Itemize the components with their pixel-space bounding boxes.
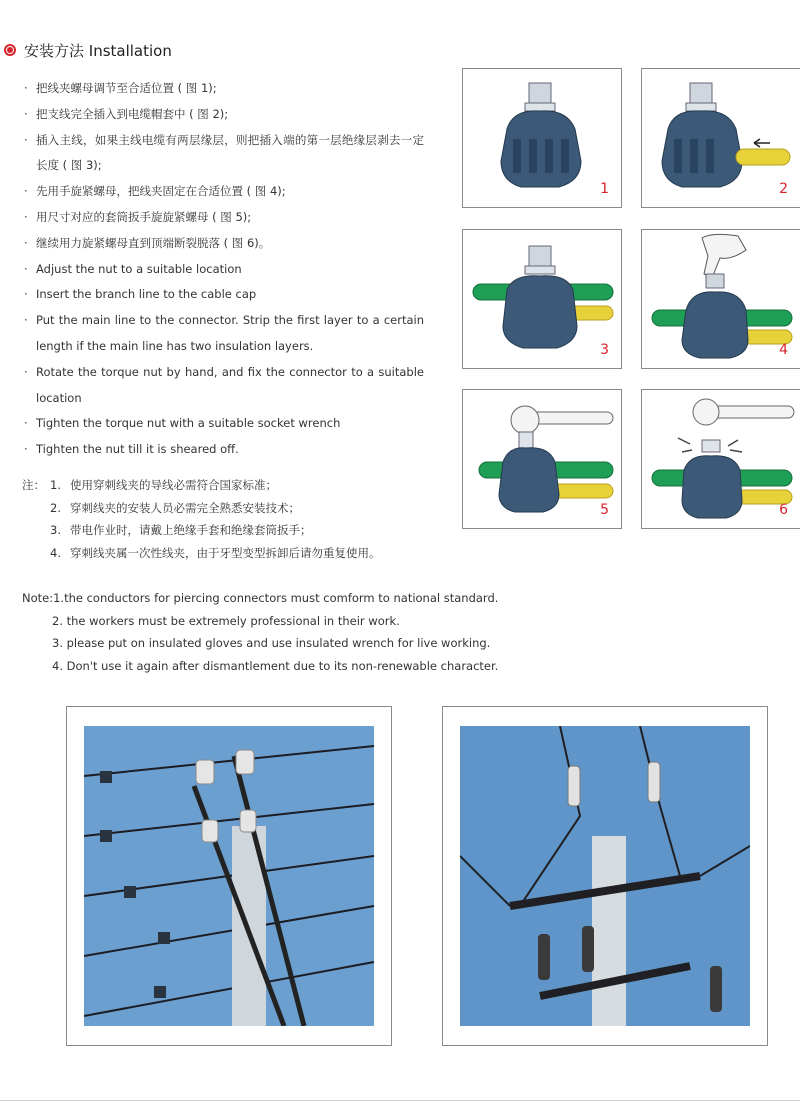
- connector-mainline-icon: [463, 230, 621, 368]
- note-label: 注：: [22, 478, 45, 492]
- figure-number: 5: [600, 502, 609, 518]
- note-row: 2. 穿刺线夹的安装人员必需完全熟悉安装技术；: [50, 500, 300, 515]
- figure-number: 3: [600, 342, 609, 358]
- bullet-dot: ·: [24, 235, 28, 250]
- power-pole-icon: [84, 726, 374, 1026]
- bullet-dot: ·: [24, 209, 28, 224]
- bullet-dot: ·: [24, 106, 28, 121]
- list-item: · 把支线完全插入到电缆帽套中 ( 图 2);: [24, 102, 424, 128]
- bullet-dot: ·: [24, 261, 28, 276]
- figure-number: 1: [600, 181, 609, 197]
- page-title: 安装方法 Installation: [24, 41, 172, 60]
- pole-photo-right: [442, 706, 768, 1046]
- note-row: 3. 带电作业时，请戴上绝缘手套和绝缘套筒扳手；: [50, 523, 312, 537]
- list-item: · 先用手旋紧螺母，把线夹固定在合适位置 ( 图 4);: [24, 179, 424, 205]
- list-item: · Tighten the nut till it is sheared off.: [24, 437, 424, 463]
- list-item: · 继续用力旋紧螺母直到顶端断裂脱落 ( 图 6)。: [24, 231, 424, 257]
- list-item: · 插入主线，如果主线电缆有两层缘层，则把插入端的第一层绝缘层剥去一定长度 ( 图 3);: [24, 128, 424, 180]
- divider: [0, 1100, 800, 1101]
- list-item: · Tighten the torque nut with a suitable socket wrench: [24, 411, 424, 437]
- section-title: [4, 38, 172, 62]
- target-bullet-icon: [4, 44, 16, 56]
- figure-number: 4: [779, 342, 788, 358]
- list-item: · 把线夹螺母调节至合适位置 ( 图 1);: [24, 76, 424, 102]
- notes-english: [22, 587, 498, 677]
- connector-icon: [463, 69, 621, 207]
- figure-6: [641, 389, 800, 529]
- list-item: · Adjust the nut to a suitable location: [24, 257, 424, 283]
- note-row: Note:1.the conductors for piercing connectors must comform to national standard.: [22, 591, 499, 605]
- bullet-dot: ·: [24, 184, 28, 199]
- bullet-dot: ·: [24, 132, 28, 147]
- figure-4: [641, 229, 800, 369]
- bullet-dot: ·: [24, 364, 28, 379]
- bullet-dot: ·: [24, 416, 28, 431]
- bullet-dot: ·: [24, 313, 28, 328]
- figure-number: 2: [779, 181, 788, 197]
- socket-wrench-icon: [463, 390, 621, 528]
- figure-3: [462, 229, 622, 369]
- list-item: · Rotate the torque nut by hand, and fix the connector to a suitable location: [24, 360, 424, 412]
- note-row: 4. 穿刺线夹属一次性线夹，由于牙型变型拆卸后请勿重复使用。: [50, 545, 381, 560]
- figure-5: [462, 389, 622, 529]
- connector-branch-icon: [642, 69, 800, 207]
- list-item: · Put the main line to the connector. Strip the first layer to a certain length if the main line has two insulation layers.: [24, 308, 424, 360]
- figure-2: [641, 68, 800, 208]
- note-row: 3. please put on insulated gloves and use insulated wrench for live working.: [52, 636, 491, 650]
- bullet-dot: ·: [24, 287, 28, 302]
- list-item: · 用尺寸对应的套筒扳手旋旋紧螺母 ( 图 5);: [24, 205, 424, 231]
- bullet-dot: ·: [24, 81, 28, 95]
- note-row: 2. the workers must be extremely professional in their work.: [52, 613, 400, 628]
- list-item: · Insert the branch line to the cable cap: [24, 282, 424, 308]
- hand-tighten-icon: [642, 230, 800, 368]
- power-pole-icon: [460, 726, 750, 1026]
- note-row: 注： 1. 使用穿刺线夹的导线必需符合国家标准；: [22, 474, 381, 497]
- note-row: 4. Don't use it again after dismantlement due to its non-renewable character.: [52, 658, 499, 673]
- nut-sheared-icon: [642, 390, 800, 528]
- figure-1: [462, 68, 622, 208]
- figure-number: 6: [779, 502, 788, 518]
- notes-chinese: [22, 474, 381, 564]
- bullet-dot: ·: [24, 442, 28, 457]
- installation-steps: [24, 76, 424, 463]
- pole-photo-left: [66, 706, 392, 1046]
